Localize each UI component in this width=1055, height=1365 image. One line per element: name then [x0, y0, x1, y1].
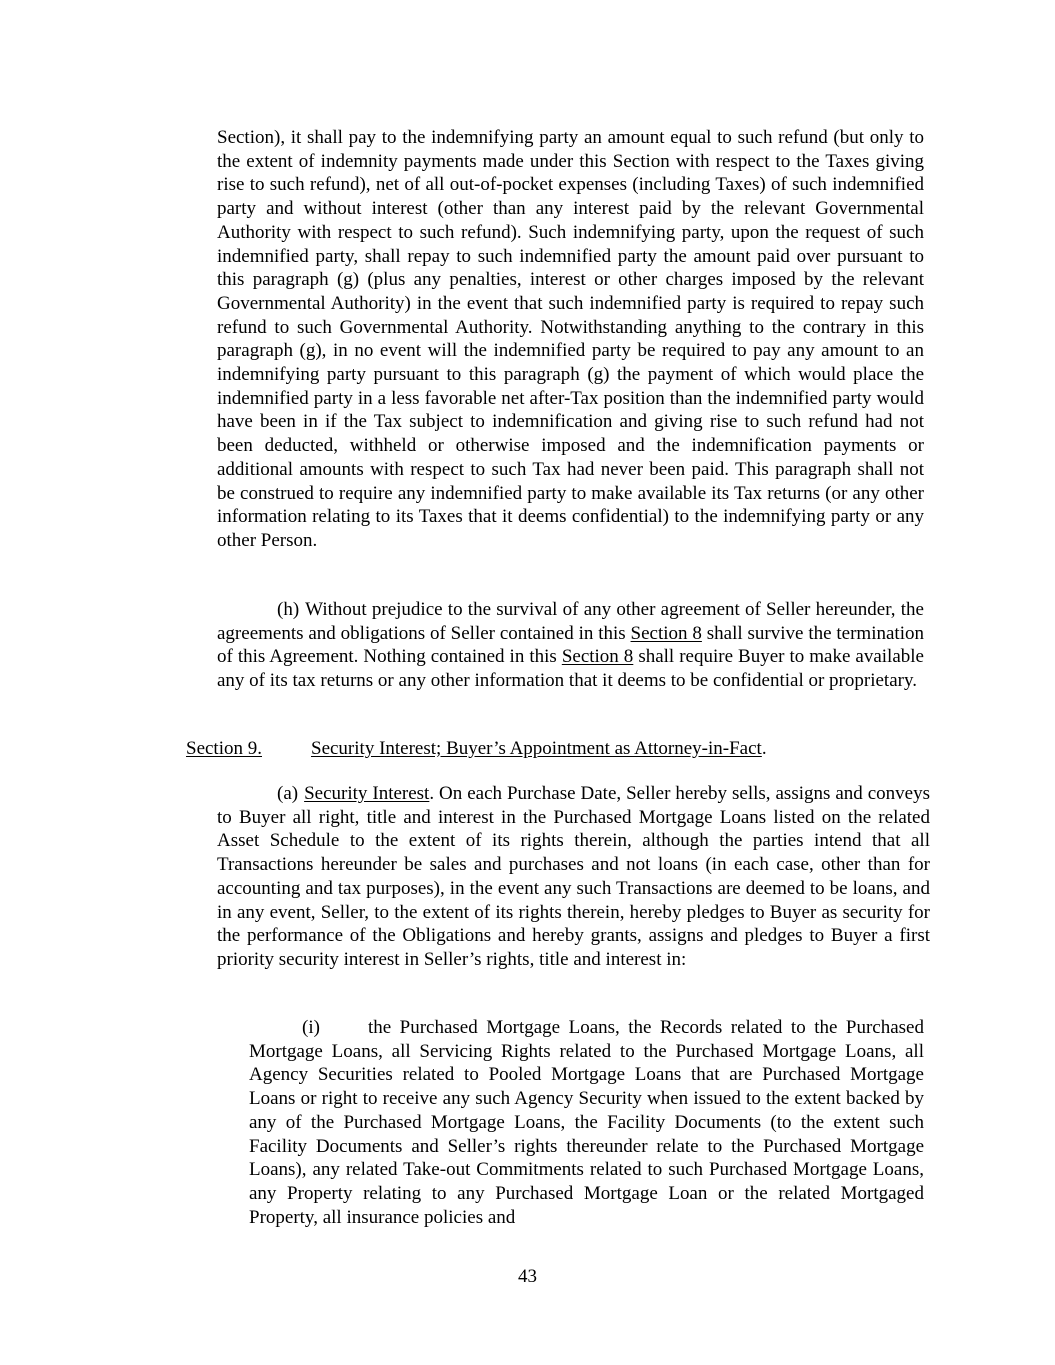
page-number: 43 — [518, 1266, 537, 1287]
paragraph-h — [217, 598, 924, 693]
item-i — [249, 1016, 924, 1229]
paragraph-h-text-3: shall require Buyer to make available any of its tax returns or any other information that it deems to be confidential or proprietary. — [217, 646, 924, 692]
item-i-text: the Purchased Mortgage Loans, the Records related to the Purchased Mortgage Loans, all Servicing Rights related to the Purchased Mortgage Loans, all Agency Securities related to Pooled Mortgage Loans that are Purchased Mortgage Loans or right to receive any such Agency Security when issued to the extent backed by any of the Purchased Mortgage Loans, the Facility Documents (to the extent such Facility Documents and Seller’s rights thereunder relate to the Purchased Mortgage Loans), any related Take-out Commitments related to such Purchased Mortgage Loans, any Property relating to any Purchased Mortgage Loan or the related Mortgaged Property, all insurance policies and — [249, 1017, 924, 1228]
section-9-title-text: Security Interest; Buyer’s Appointment as Attorney-in-Fact — [311, 738, 762, 759]
paragraph-h-text-2: shall survive the termination of this Agreement. Nothing contained in this — [217, 622, 924, 668]
paragraph-h-text-1: Without prejudice to the survival of any other agreement of Seller hereunder, the agreements and obligations of Seller contained in this — [217, 599, 924, 644]
section-9-heading — [186, 737, 926, 761]
section-9-number: Section 9. — [186, 738, 262, 759]
section-8-reference-1: Section 8 — [630, 622, 702, 644]
paragraph-a-heading-period: . — [429, 783, 435, 804]
paragraph-a-label: (a) — [277, 783, 299, 804]
section-9-title — [311, 737, 767, 761]
section-9-title-period: . — [761, 738, 767, 759]
paragraph-a-heading: Security Interest — [304, 783, 430, 804]
paragraph-g-continuation: Section), it shall pay to the indemnifying party an amount equal to such refund (but only to the extent of indemnity payments made under this Section with respect to the Taxes giving rise to such refund), net of all out-of-pocket expenses (including Taxes) of such indemnified party and without interest (other than any interest paid by the relevant Governmental Authority with respect to such refund). Such indemnifying party, upon the request of such indemnified party, shall repay to such indemnified party the amount paid over pursuant to this paragraph (g) (plus any penalties, interest or other charges imposed by the relevant Governmental Authority) in the event that such indemnified party is required to repay such refund to such Governmental Authority. Notwithstanding anything to the contrary in this paragraph (g), in no event will the indemnified party be required to pay any amount to an indemnifying party pursuant to this paragraph (g) the payment of which would place the indemnified party in a less favorable net after-Tax position than the indemnified party would have been in if the Tax subject to indemnification and giving rise to such refund had not been deducted, withheld or otherwise imposed and the indemnification payments or additional amounts with respect to such Tax had never been paid. This paragraph shall not be construed to require any indemnified party to make available its Tax returns (or any other information relating to its Taxes that it deems confidential) to the indemnifying party or any other Person. — [217, 127, 924, 551]
paragraph-a — [217, 782, 930, 972]
paragraph-h-label: (h) — [277, 599, 300, 620]
paragraph-a-text: On each Purchase Date, Seller hereby sells, assigns and conveys to Buyer all right, title and interest in the Purchased Mortgage Loans listed on the related Asset Schedule to the extent of its rights therein, although the parties intend that all Transactions hereunder be sales and purchases and not loans (in each case, other than for accounting and tax purposes), in the event any such Transactions are deemed to be loans, and in any event, Seller, to the extent of its rights therein, hereby pledges to Buyer as security for the performance of the Obligations and hereby grants, assigns and pledges to Buyer a first priority security interest in Seller’s rights, title and interest in: — [217, 783, 930, 970]
item-i-label: (i) — [302, 1017, 320, 1038]
section-8-reference-2: Section 8 — [561, 646, 634, 668]
